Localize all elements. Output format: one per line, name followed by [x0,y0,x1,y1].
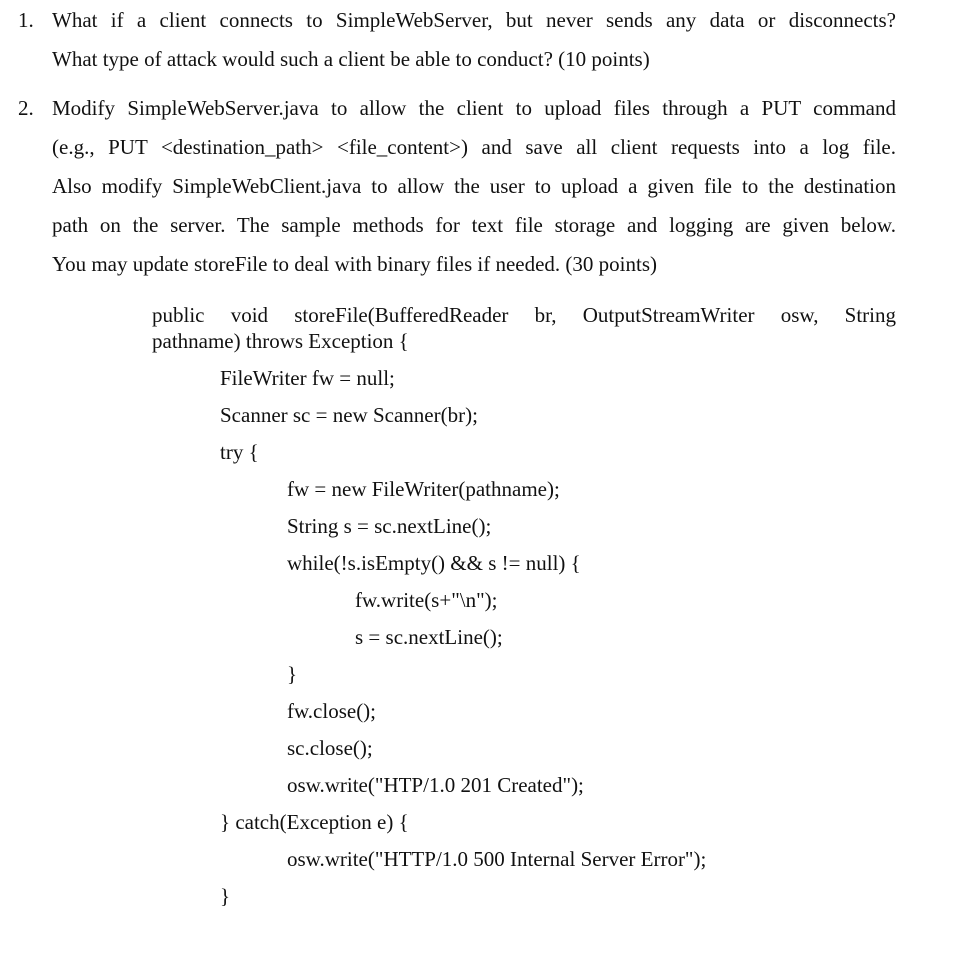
code-line: try { [220,440,259,464]
code-line: FileWriter fw = null; [220,366,395,390]
code-line: fw.close(); [287,699,377,723]
code-signature-line: public void storeFile(BufferedReader br, OutputStreamWriter osw, String [152,303,896,327]
question-number: 2. [18,96,34,120]
code-line: } [287,662,298,686]
code-line: while(!s.isEmpty() && s != null) { [287,551,581,575]
code-signature-line: pathname) throws Exception { [152,329,409,353]
code-line: Scanner sc = new Scanner(br); [220,403,478,427]
code-line: } catch(Exception e) { [220,810,409,834]
question-text-line: What if a client connects to SimpleWebServer, but never sends any data or disconnects? [52,8,896,32]
code-line: osw.write("HTTP/1.0 500 Internal Server Error"); [287,847,707,871]
question-text-line: Also modify SimpleWebClient.java to allow the user to upload a given file to the destination [52,174,896,198]
code-line: fw = new FileWriter(pathname); [287,477,560,501]
question-text-line: Modify SimpleWebServer.java to allow the client to upload files through a PUT command [52,96,896,120]
code-line: String s = sc.nextLine(); [287,514,492,538]
question-text-line: path on the server. The sample methods for text file storage and logging are given below. [52,213,896,237]
code-line: osw.write("HTP/1.0 201 Created"); [287,773,584,797]
question-text-line: What type of attack would such a client be able to conduct? (10 points) [52,47,650,71]
question-number: 1. [18,8,34,32]
question-text-line: You may update storeFile to deal with binary files if needed. (30 points) [52,252,658,276]
code-line: sc.close(); [287,736,373,760]
code-line: fw.write(s+"\n"); [355,588,498,612]
question-text-line: (e.g., PUT <destination_path> <file_content>) and save all client requests into a log file. [52,135,896,159]
code-line: } [220,884,231,908]
code-line: s = sc.nextLine(); [355,625,503,649]
